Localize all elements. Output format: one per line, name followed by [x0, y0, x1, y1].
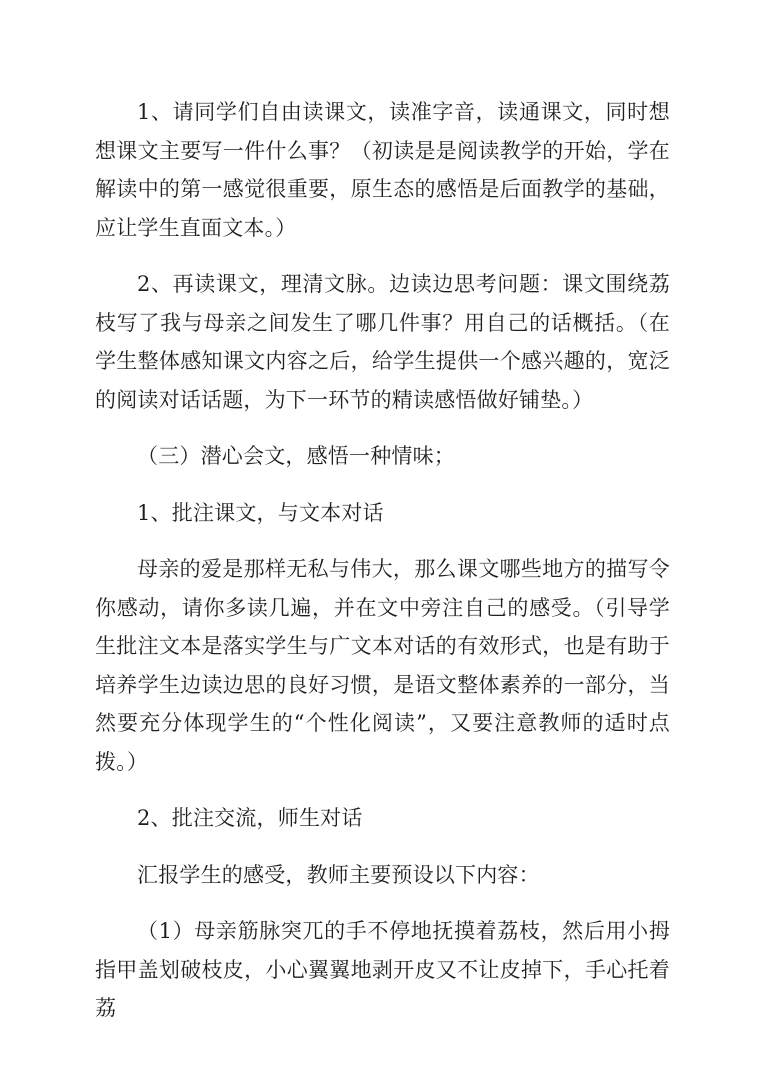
paragraph-annotation-guidance: 母亲的爱是那样无私与伟大，那么课文哪些地方的描写令你感动，请你多读几遍，并在文中旁注自己的感受。（引导学生批注文本是落实学生与广文本对话的有效形式，也是有助于培养学生边读边思的良好习惯，是语文整体素养的一部分，当然要充分体现学生的“个性化阅读”，又要注意教师的适时点拨。）	[95, 557, 670, 774]
document-text-block	[95, 93, 670, 1046]
paragraph-step-1: 1、请同学们自由读课文，读准字音，读通课文，同时想想课文主要写一件什么事？（初读是是阅读教学的开始，学在解读中的第一感觉很重要，原生态的感悟是后面教学的基础，应让学生直面文本。）	[95, 100, 670, 240]
paragraph-step-2: 2、再读课文，理清文脉。边读边思考问题：课文围绕荔枝写了我与母亲之间发生了哪几件事？用自己的话概括。（在学生整体感知课文内容之后，给学生提供一个感兴趣的，宽泛的阅读对话话题，为下一环节的精读感悟做好铺垫。）	[95, 272, 670, 412]
paragraph-item-1: （1）母亲筋脉突兀的手不停地抚摸着荔枝，然后用小拇指甲盖划破枝皮，小心翼翼地剥开皮又不让皮掉下，手心托着荔	[95, 919, 670, 1020]
subsection-heading-annotate-text: 1、批注课文，与文本对话	[137, 500, 384, 525]
section-heading-three: （三）潜心会文，感悟一种情味；	[137, 444, 455, 468]
paragraph-report-intro: 汇报学生的感受，教师主要预设以下内容：	[137, 862, 540, 887]
subsection-heading-annotate-exchange: 2、批注交流，师生对话	[137, 806, 363, 830]
